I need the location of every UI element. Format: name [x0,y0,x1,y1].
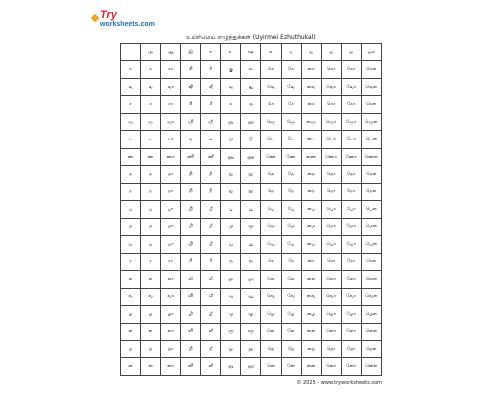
table-cell: ரௌ [361,253,381,270]
table-cell: ஞொ [321,113,341,130]
consonant-row-label: ச [121,96,141,113]
table-cell: ணீ [201,148,221,165]
table-cell: டா [161,131,181,148]
table-cell: மி [181,218,201,235]
table-cell: லா [161,271,181,288]
table-cell: நோ [341,183,361,200]
table-cell: றி [181,340,201,357]
table-row [121,78,382,95]
table-cell: டௌ [361,131,381,148]
table-cell: னூ [241,358,261,376]
table-cell: ஙூ [241,78,261,95]
table-cell: சோ [341,96,361,113]
table-cell: ளு [221,323,241,340]
table-cell: ன [141,358,161,376]
table-cell: கூ [241,61,261,78]
table-cell: னீ [201,358,221,376]
consonant-row-label: வ [121,288,141,305]
table-cell: கீ [201,61,221,78]
table-cell: நீ [201,183,221,200]
table-cell: டே [281,131,301,148]
table-cell: சொ [321,96,341,113]
table-cell: ம [141,218,161,235]
table-cell: தெ [261,166,281,183]
table-cell: லை [301,271,321,288]
table-cell: ழி [181,306,201,323]
table-cell: தீ [201,166,221,183]
table-row [121,323,382,340]
table-cell: கொ [321,61,341,78]
table-cell: நொ [321,183,341,200]
table-cell: ஞு [221,113,241,130]
table-cell: ஙௌ [361,78,381,95]
table-cell: பி [181,201,201,218]
table-cell: கு [221,61,241,78]
consonant-row-label: ய [121,236,141,253]
vowel-header-cell: உ [221,44,241,61]
table-cell: தி [181,166,201,183]
table-row [121,253,382,270]
table-cell: தோ [341,166,361,183]
table-cell: தௌ [361,166,381,183]
table-cell: ரை [301,253,321,270]
consonant-row-label: ள [121,323,141,340]
table-cell: ளௌ [361,323,381,340]
table-cell: ஙை [301,78,321,95]
table-cell: லூ [241,271,261,288]
table-cell: வை [301,288,321,305]
table-cell: சீ [201,96,221,113]
table-cell: நெ [261,183,281,200]
vowel-header-cell: ஊ [241,44,261,61]
consonant-row-label: ர [121,253,141,270]
table-cell: ஙோ [341,78,361,95]
table-cell: தை [301,166,321,183]
table-cell: ணே [281,148,301,165]
table-row [121,96,382,113]
table-cell: ழீ [201,306,221,323]
table-cell: ஞெ [261,113,281,130]
table-cell: மௌ [361,218,381,235]
table-cell: தொ [321,166,341,183]
table-cell: வு [221,288,241,305]
table-cell: சி [181,96,201,113]
table-cell: ழா [161,306,181,323]
table-cell: பீ [201,201,221,218]
table-cell: றொ [321,340,341,357]
table-cell: ப [141,201,161,218]
table-cell: செ [261,96,281,113]
table-cell: ய [141,236,161,253]
table-cell: நே [281,183,301,200]
table-cell: ஞே [281,113,301,130]
logo-worksheets-text [100,21,172,29]
table-cell: ல [141,271,161,288]
consonant-row-label: ம [121,218,141,235]
table-cell: ற [141,340,161,357]
table-cell: வ [141,288,161,305]
table-cell: யொ [321,236,341,253]
table-cell: ணு [221,148,241,165]
table-cell: மா [161,218,181,235]
consonant-row-label: ந [121,183,141,200]
table-cell: ணி [181,148,201,165]
table-cell: யெ [261,236,281,253]
table-cell: பொ [321,201,341,218]
table-cell: ணை [301,148,321,165]
table-cell: ச [141,96,161,113]
table-cell: பூ [241,201,261,218]
table-cell: ந [141,183,161,200]
table-cell: ழோ [341,306,361,323]
table-cell: ழே [281,306,301,323]
table-cell: ழௌ [361,306,381,323]
vowel-header-cell: ஓ [341,44,361,61]
table-cell: தா [161,166,181,183]
table-row [121,218,382,235]
table-cell: ண [141,148,161,165]
table-cell: யு [221,236,241,253]
vowel-header-cell: ஆ [161,44,181,61]
table-header-row [121,44,382,61]
consonant-row-label: ன [121,358,141,376]
uyirmei-table [120,43,382,376]
table-cell: றே [281,340,301,357]
table-cell: தூ [241,166,261,183]
table-cell: கி [181,61,201,78]
table-cell: சௌ [361,96,381,113]
table-row [121,131,382,148]
table-cell: ஞை [301,113,321,130]
table-cell: னே [281,358,301,376]
vowel-header-cell: ஈ [201,44,221,61]
table-cell: ஞீ [201,113,221,130]
vowel-header-cell: ஔ [361,44,381,61]
table-cell: கௌ [361,61,381,78]
table-cell: ரீ [201,253,221,270]
table-row [121,148,382,165]
table-cell: ரு [221,253,241,270]
table-cell: வெ [261,288,281,305]
table-cell: டி [181,131,201,148]
table-cell: யீ [201,236,221,253]
table-cell: று [221,340,241,357]
table-cell: கா [161,61,181,78]
table-cell: சு [221,96,241,113]
consonant-row-label: ஞ [121,113,141,130]
table-cell: ள [141,323,161,340]
table-cell: நு [221,183,241,200]
table-cell: றௌ [361,340,381,357]
table-cell: ழ [141,306,161,323]
table-cell: னா [161,358,181,376]
table-cell: யா [161,236,181,253]
table-cell: ரொ [321,253,341,270]
table-cell: டீ [201,131,221,148]
table-cell: றூ [241,340,261,357]
table-cell: ஞூ [241,113,261,130]
consonant-row-label: ண [121,148,141,165]
table-cell: ஙு [221,78,241,95]
table-cell: ணா [161,148,181,165]
table-cell: ணெ [261,148,281,165]
table-cell: ரெ [261,253,281,270]
table-cell: ழூ [241,306,261,323]
table-cell: யூ [241,236,261,253]
table-cell: சா [161,96,181,113]
table-cell: யி [181,236,201,253]
table-cell: ளோ [341,323,361,340]
table-cell: சை [301,96,321,113]
consonant-row-label: ங [121,78,141,95]
vowel-header-cell: ஒ [321,44,341,61]
table-row [121,288,382,305]
table-cell: லெ [261,271,281,288]
table-cell: னோ [341,358,361,376]
table-cell: பே [281,201,301,218]
table-cell: ஞி [181,113,201,130]
table-row [121,166,382,183]
table-cell: பெ [261,201,281,218]
table-row [121,236,382,253]
table-cell: ளொ [321,323,341,340]
vowel-header-cell: ஏ [281,44,301,61]
vowel-header-cell: எ [261,44,281,61]
table-cell: ளை [301,323,321,340]
table-cell: பௌ [361,201,381,218]
table-cell: து [221,166,241,183]
table-cell: மீ [201,218,221,235]
table-cell: ரே [281,253,301,270]
table-cell: மூ [241,218,261,235]
table-cell: லோ [341,271,361,288]
table-cell: மை [301,218,321,235]
table-cell: றீ [201,340,221,357]
table-cell: ஙா [161,78,181,95]
table-cell: கே [281,61,301,78]
table-cell: ழொ [321,306,341,323]
table-cell: டு [221,131,241,148]
logo-com-suffix: .com [138,21,155,28]
table-cell: வொ [321,288,341,305]
logo-try-text: Try [100,9,117,21]
table-cell: ழு [221,306,241,323]
table-cell: ரா [161,253,181,270]
table-cell: ஙெ [261,78,281,95]
logo-worksheets-word: worksheets [100,21,139,28]
table-cell: ரூ [241,253,261,270]
table-cell: ளீ [201,323,221,340]
table-cell: ஞ [141,113,161,130]
table-cell: னி [181,358,201,376]
table-cell: க [141,61,161,78]
page-title: உயிர்மெய் எழுத்துக்கள் (Uyirmei Ezhuthukal) [186,34,316,41]
table-cell: வீ [201,288,221,305]
table-row [121,306,382,323]
table-cell: லே [281,271,301,288]
table-cell: பா [161,201,181,218]
table-cell: கை [301,61,321,78]
table-cell: டெ [261,131,281,148]
table-cell: தே [281,166,301,183]
table-cell: லி [181,271,201,288]
table-cell: ஙி [181,78,201,95]
table-cell: ஙொ [321,78,341,95]
table-cell: ணொ [321,148,341,165]
table-cell: மெ [261,218,281,235]
table-cell: லொ [321,271,341,288]
table-cell: றா [161,340,181,357]
table-cell: டோ [341,131,361,148]
table-cell: ஙீ [201,78,221,95]
table-cell: ர [141,253,161,270]
table-row [121,271,382,288]
table-cell: ணௌ [361,148,381,165]
table-cell: யோ [341,236,361,253]
table-cell: யௌ [361,236,381,253]
consonant-row-label: த [121,166,141,183]
table-cell: னௌ [361,358,381,376]
table-cell: சே [281,96,301,113]
table-cell: ங [141,78,161,95]
table-cell: த [141,166,161,183]
table-cell: லீ [201,271,221,288]
table-cell: றோ [341,340,361,357]
table-cell: மு [221,218,241,235]
table-cell: நா [161,183,181,200]
vowel-header-cell: அ [141,44,161,61]
consonant-row-label: ழ [121,306,141,323]
table-cell: போ [341,201,361,218]
table-cell: நி [181,183,201,200]
site-logo [92,10,172,28]
table-row [121,61,382,78]
table-cell: வௌ [361,288,381,305]
table-cell: யே [281,236,301,253]
table-cell: ஞௌ [361,113,381,130]
table-cell: கெ [261,61,281,78]
uyirmei-table-body [121,44,382,376]
consonant-row-label: ப [121,201,141,218]
footer-copyright: © 2025 - www.tryworksheets.com [296,380,382,386]
table-cell: நூ [241,183,261,200]
table-cell: ரி [181,253,201,270]
table-cell: ளே [281,323,301,340]
consonant-row-label: ற [121,340,141,357]
table-cell: ளெ [261,323,281,340]
table-cell: மொ [321,218,341,235]
table-cell: டை [301,131,321,148]
table-cell: ஞா [161,113,181,130]
table-cell: வோ [341,288,361,305]
table-row [121,340,382,357]
table-cell: பை [301,201,321,218]
table-cell: நௌ [361,183,381,200]
table-cell: ஙே [281,78,301,95]
table-cell: ழை [301,306,321,323]
table-cell: னெ [261,358,281,376]
table-cell: னை [301,358,321,376]
table-cell: நை [301,183,321,200]
table-cell: வா [161,288,181,305]
logo-pencil-icon [91,14,99,22]
table-cell: வூ [241,288,261,305]
table-cell: ழெ [261,306,281,323]
table-cell: ணூ [241,148,261,165]
table-cell: ளூ [241,323,261,340]
table-cell: டொ [321,131,341,148]
table-cell: கோ [341,61,361,78]
table-cell: ணோ [341,148,361,165]
consonant-row-label: க [121,61,141,78]
table-cell: வே [281,288,301,305]
table-cell: டூ [241,131,261,148]
table-cell: வி [181,288,201,305]
table-cell: பு [221,201,241,218]
table-cell: ரோ [341,253,361,270]
table-cell: னொ [321,358,341,376]
table-cell: ளா [161,323,181,340]
table-cell: சூ [241,96,261,113]
table-cell: லௌ [361,271,381,288]
vowel-header-cell: இ [181,44,201,61]
table-cell: றை [301,340,321,357]
table-corner-cell [121,44,141,61]
table-cell: மோ [341,218,361,235]
vowel-header-cell: ஐ [301,44,321,61]
table-cell: மே [281,218,301,235]
table-cell: லு [221,271,241,288]
consonant-row-label: ல [121,271,141,288]
table-cell: னு [221,358,241,376]
table-cell: ஞோ [341,113,361,130]
table-cell: யை [301,236,321,253]
table-row [121,201,382,218]
table-row [121,113,382,130]
table-cell: றெ [261,340,281,357]
table-cell: ளி [181,323,201,340]
consonant-row-label: ட [121,131,141,148]
table-row [121,183,382,200]
table-cell: ட [141,131,161,148]
table-row [121,358,382,376]
